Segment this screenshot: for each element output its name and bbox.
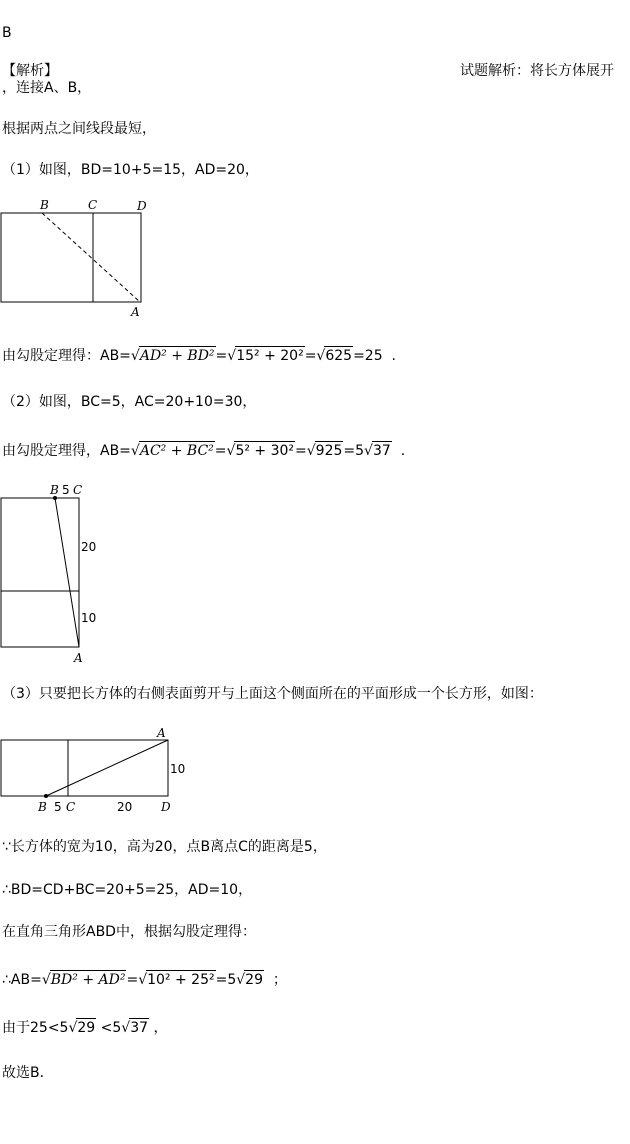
figure2-label-10: 10 [81, 611, 97, 625]
case1-prefix: 由勾股定理得：AB= [2, 348, 131, 364]
case3-prefix: ∴AB= [2, 972, 42, 988]
figure2-label-a: A [74, 651, 83, 665]
case1-result: =25 [353, 348, 383, 364]
case2-rad2: 5² + 30² [235, 443, 295, 459]
case2-intro: （2）如图，BC=5，AC=20+10=30， [2, 394, 257, 410]
case1-rad1: AD² + BD² [139, 348, 215, 364]
analysis-intro: 试题解析：将长方体展开 [460, 63, 614, 79]
figure3-label-10: 10 [170, 762, 186, 776]
case3-rad2: 10² + 25² [147, 972, 215, 988]
case2-coef: =5 [343, 443, 365, 459]
figure-1 [0, 196, 160, 316]
compare-rad-b: 37 [130, 1020, 149, 1036]
figure2-label-5: 5 [62, 483, 70, 497]
case3-triangle: 在直角三角形ABD中，根据勾股定理得： [2, 924, 256, 940]
case2-prefix: 由勾股定理得，AB= [2, 443, 131, 459]
compare-end: ， [153, 1020, 168, 1036]
case2-end: . [400, 443, 406, 459]
case1-end: . [391, 348, 396, 364]
case3-rad1: BD² + AD² [50, 972, 126, 988]
figure2-path [55, 498, 79, 647]
figure1-label-a: A [131, 305, 140, 316]
figure3-path [46, 740, 168, 796]
figure3-label-5: 5 [54, 800, 62, 814]
figure-2 [0, 480, 120, 665]
figure3-label-d: D [161, 800, 171, 814]
figure3-label-20: 20 [117, 800, 133, 814]
case2-rad3: 925 [315, 443, 343, 459]
figure3-label-b: B [38, 800, 47, 814]
case2-pythagoras: 由勾股定理得，AB=√AC² + BC²=√5² + 30²=√925=5√37 . [2, 443, 406, 459]
figure3-point-b [44, 794, 48, 798]
case3-intro: （3）只要把长方体的右侧表面剪开与上面这个侧面所在的平面形成一个长方形，如图： [2, 686, 543, 702]
case3-therefore: ∴BD=CD+BC=20+5=25，AD=10， [2, 882, 253, 898]
figure-3 [0, 725, 200, 815]
case2-rad1: AC² + BC² [139, 443, 214, 459]
connect-line: ，连接A、B， [2, 80, 92, 96]
figure1-label-c: C [88, 198, 98, 212]
case3-rad3: 29 [245, 972, 263, 988]
case1-rad2: 15² + 20² [236, 348, 304, 364]
case1-pythagoras: 由勾股定理得：AB=√AD² + BD²=√15² + 20²=√625=25 . [2, 348, 396, 364]
compare-mid: <5 [100, 1020, 122, 1036]
conclusion-line: 故选B． [2, 1065, 54, 1081]
figure3-label-c: C [66, 800, 76, 814]
case3-end: ； [272, 972, 287, 988]
figure3-rect [1, 740, 168, 796]
figure1-label-b: B [40, 198, 49, 212]
case2-rad4: 37 [372, 443, 391, 459]
figure1-path [42, 213, 140, 302]
case3-since: ∵长方体的宽为10，高为20，点B离点C的距离是5， [2, 839, 327, 855]
case1-rad3: 625 [325, 348, 353, 364]
compare-rad-a: 29 [77, 1020, 96, 1036]
case1-intro: （1）如图，BD=10+5=15，AD=20， [2, 162, 259, 178]
figure1-label-d: D [137, 199, 147, 213]
answer-text: B [2, 25, 12, 41]
figure1-rect [1, 213, 141, 302]
figure2-label-c: C [73, 483, 83, 497]
case3-coef: =5 [215, 972, 237, 988]
case3-ab: ∴AB=√BD² + AD²=√10² + 25²=5√29 ； [2, 972, 287, 988]
figure2-label-20: 20 [81, 540, 97, 554]
compare-line: 由于25<5√29 <5√37 ， [2, 1020, 168, 1036]
analysis-header: 【解析】 [2, 63, 58, 79]
figure3-label-a: A [157, 726, 166, 740]
compare-prefix: 由于25<5 [2, 1020, 69, 1036]
principle-line: 根据两点之间线段最短， [2, 121, 156, 137]
figure2-label-b: B [50, 483, 59, 497]
